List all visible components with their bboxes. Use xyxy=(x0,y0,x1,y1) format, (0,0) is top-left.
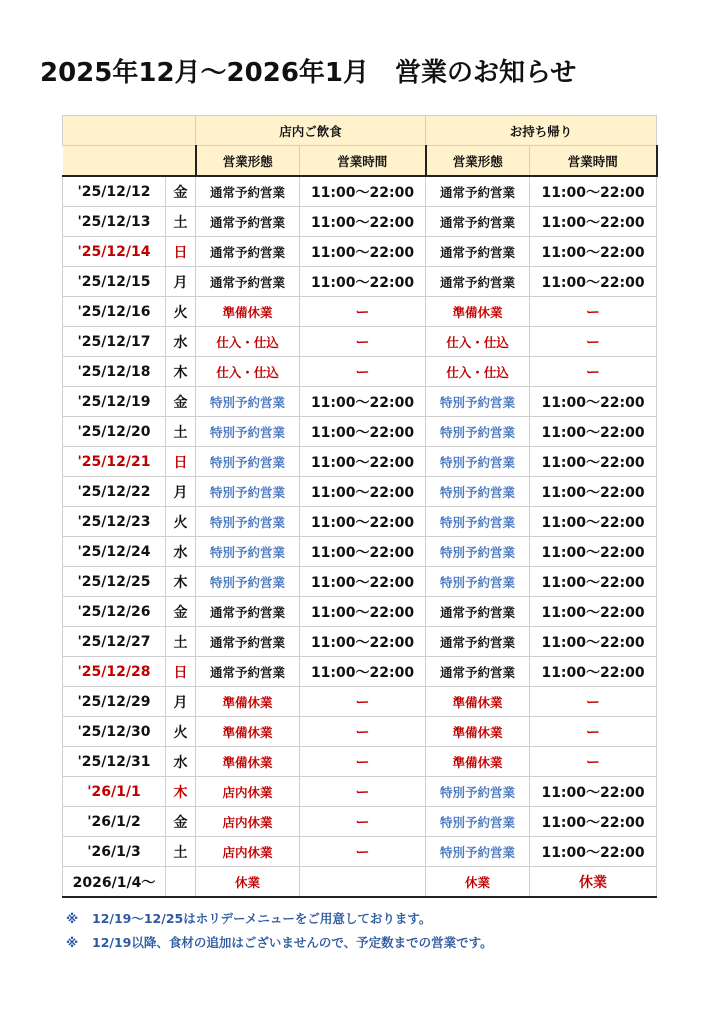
takeout-time-cell: 11:00～22:00 xyxy=(530,597,657,627)
dine-in-time-cell: 11:00～22:00 xyxy=(300,477,426,507)
note-item xyxy=(66,933,686,957)
weekday-cell: 水 xyxy=(166,537,196,567)
date-cell: '25/12/15 xyxy=(63,267,166,297)
weekday-cell: 木 xyxy=(166,777,196,807)
table-row xyxy=(63,867,657,898)
takeout-type-cell: 準備休業 xyxy=(426,297,530,327)
header-blank xyxy=(63,146,196,177)
header-blank xyxy=(63,116,196,146)
date-cell: '25/12/24 xyxy=(63,537,166,567)
takeout-type-cell: 通常予約営業 xyxy=(426,627,530,657)
takeout-type-cell: 通常予約営業 xyxy=(426,237,530,267)
date-cell: '25/12/17 xyxy=(63,327,166,357)
table-row xyxy=(63,777,657,807)
takeout-time-cell: 11:00～22:00 xyxy=(530,567,657,597)
weekday-cell: 木 xyxy=(166,357,196,387)
table-row xyxy=(63,507,657,537)
table-row xyxy=(63,207,657,237)
weekday-cell: 火 xyxy=(166,717,196,747)
takeout-time-cell: 11:00～22:00 xyxy=(530,477,657,507)
takeout-time-cell: 11:00～22:00 xyxy=(530,507,657,537)
header-takeout-type: 営業形態 xyxy=(426,146,530,177)
takeout-time-cell: 11:00～22:00 xyxy=(530,657,657,687)
takeout-time-cell: 11:00～22:00 xyxy=(530,267,657,297)
table-row xyxy=(63,327,657,357)
dine-in-time-cell: 11:00～22:00 xyxy=(300,537,426,567)
weekday-cell: 火 xyxy=(166,507,196,537)
takeout-type-cell: 準備休業 xyxy=(426,717,530,747)
weekday-cell: 日 xyxy=(166,237,196,267)
takeout-time-cell: 11:00～22:00 xyxy=(530,237,657,267)
note-mark: ※ xyxy=(66,911,79,926)
dine-in-time-cell: 11:00～22:00 xyxy=(300,627,426,657)
date-cell: '25/12/12 xyxy=(63,176,166,207)
dine-in-type-cell: 特別予約営業 xyxy=(196,507,300,537)
date-cell: '25/12/14 xyxy=(63,237,166,267)
takeout-time-cell: 11:00～22:00 xyxy=(530,777,657,807)
schedule-table xyxy=(62,115,658,898)
table-row xyxy=(63,237,657,267)
dine-in-type-cell: 特別予約営業 xyxy=(196,447,300,477)
table-row xyxy=(63,747,657,777)
takeout-time-cell: 休業 xyxy=(530,867,657,898)
takeout-type-cell: 準備休業 xyxy=(426,747,530,777)
table-row xyxy=(63,687,657,717)
dine-in-type-cell: 特別予約営業 xyxy=(196,567,300,597)
weekday-cell: 土 xyxy=(166,837,196,867)
takeout-type-cell: 通常予約営業 xyxy=(426,657,530,687)
takeout-time-cell: 11:00～22:00 xyxy=(530,387,657,417)
dine-in-type-cell: 通常予約営業 xyxy=(196,176,300,207)
dine-in-time-cell: ー xyxy=(300,687,426,717)
takeout-type-cell: 仕入・仕込 xyxy=(426,357,530,387)
dine-in-time-cell: ー xyxy=(300,717,426,747)
dine-in-type-cell: 通常予約営業 xyxy=(196,627,300,657)
table-row xyxy=(63,387,657,417)
header-takeout: お持ち帰り xyxy=(426,116,657,146)
takeout-type-cell: 通常予約営業 xyxy=(426,176,530,207)
takeout-time-cell: 11:00～22:00 xyxy=(530,207,657,237)
dine-in-type-cell: 特別予約営業 xyxy=(196,477,300,507)
date-cell: '25/12/13 xyxy=(63,207,166,237)
dine-in-type-cell: 通常予約営業 xyxy=(196,207,300,237)
takeout-time-cell: 11:00～22:00 xyxy=(530,537,657,567)
dine-in-time-cell: 11:00～22:00 xyxy=(300,267,426,297)
takeout-type-cell: 特別予約営業 xyxy=(426,777,530,807)
date-cell: '25/12/20 xyxy=(63,417,166,447)
weekday-cell xyxy=(166,867,196,898)
table-row xyxy=(63,176,657,207)
date-cell: '25/12/16 xyxy=(63,297,166,327)
table-row xyxy=(63,807,657,837)
dine-in-time-cell: ー xyxy=(300,777,426,807)
date-cell: '25/12/31 xyxy=(63,747,166,777)
weekday-cell: 日 xyxy=(166,657,196,687)
dine-in-time-cell: ー xyxy=(300,747,426,777)
takeout-time-cell: ー xyxy=(530,687,657,717)
takeout-type-cell: 通常予約営業 xyxy=(426,597,530,627)
weekday-cell: 木 xyxy=(166,567,196,597)
table-row xyxy=(63,267,657,297)
dine-in-time-cell: ー xyxy=(300,837,426,867)
table-row xyxy=(63,357,657,387)
table-row xyxy=(63,627,657,657)
dine-in-type-cell: 通常予約営業 xyxy=(196,657,300,687)
date-cell: '25/12/22 xyxy=(63,477,166,507)
weekday-cell: 土 xyxy=(166,417,196,447)
dine-in-time-cell: ー xyxy=(300,297,426,327)
weekday-cell: 金 xyxy=(166,176,196,207)
dine-in-type-cell: 店内休業 xyxy=(196,777,300,807)
dine-in-type-cell: 通常予約営業 xyxy=(196,267,300,297)
table-row xyxy=(63,417,657,447)
table-row xyxy=(63,837,657,867)
weekday-cell: 水 xyxy=(166,747,196,777)
table-row xyxy=(63,447,657,477)
date-cell: '25/12/18 xyxy=(63,357,166,387)
weekday-cell: 日 xyxy=(166,447,196,477)
weekday-cell: 金 xyxy=(166,387,196,417)
weekday-cell: 月 xyxy=(166,267,196,297)
takeout-type-cell: 休業 xyxy=(426,867,530,898)
date-cell: '26/1/1 xyxy=(63,777,166,807)
date-cell: '25/12/21 xyxy=(63,447,166,477)
dine-in-time-cell: 11:00～22:00 xyxy=(300,176,426,207)
notes xyxy=(66,909,686,957)
dine-in-type-cell: 準備休業 xyxy=(196,717,300,747)
date-cell: '25/12/29 xyxy=(63,687,166,717)
takeout-type-cell: 特別予約営業 xyxy=(426,507,530,537)
table-row xyxy=(63,297,657,327)
takeout-type-cell: 特別予約営業 xyxy=(426,837,530,867)
takeout-type-cell: 特別予約営業 xyxy=(426,477,530,507)
weekday-cell: 月 xyxy=(166,687,196,717)
dine-in-time-cell: 11:00～22:00 xyxy=(300,417,426,447)
page-title: 2025年12月～2026年1月 営業のお知らせ xyxy=(40,58,577,88)
dine-in-time-cell: 11:00～22:00 xyxy=(300,207,426,237)
note-text: 12/19以降、食材の追加はございませんので、予定数までの営業です。 xyxy=(92,935,493,950)
date-cell: '25/12/27 xyxy=(63,627,166,657)
note-mark: ※ xyxy=(66,935,79,950)
takeout-time-cell: 11:00～22:00 xyxy=(530,176,657,207)
dine-in-type-cell: 通常予約営業 xyxy=(196,597,300,627)
takeout-type-cell: 特別予約営業 xyxy=(426,567,530,597)
dine-in-time-cell: 11:00～22:00 xyxy=(300,237,426,267)
dine-in-time-cell: 11:00～22:00 xyxy=(300,507,426,537)
takeout-type-cell: 通常予約営業 xyxy=(426,267,530,297)
dine-in-type-cell: 通常予約営業 xyxy=(196,237,300,267)
dine-in-type-cell: 特別予約営業 xyxy=(196,387,300,417)
dine-in-time-cell: ー xyxy=(300,807,426,837)
date-cell: '25/12/25 xyxy=(63,567,166,597)
dine-in-time-cell: ー xyxy=(300,357,426,387)
takeout-time-cell: ー xyxy=(530,717,657,747)
dine-in-time-cell: ー xyxy=(300,327,426,357)
header-dine-type: 営業形態 xyxy=(196,146,300,177)
weekday-cell: 土 xyxy=(166,627,196,657)
takeout-time-cell: 11:00～22:00 xyxy=(530,627,657,657)
takeout-type-cell: 特別予約営業 xyxy=(426,387,530,417)
dine-in-type-cell: 準備休業 xyxy=(196,297,300,327)
takeout-time-cell: ー xyxy=(530,747,657,777)
schedule-body xyxy=(63,176,657,897)
takeout-type-cell: 特別予約営業 xyxy=(426,447,530,477)
takeout-time-cell: ー xyxy=(530,357,657,387)
date-cell: 2026/1/4～ xyxy=(63,867,166,898)
weekday-cell: 金 xyxy=(166,597,196,627)
takeout-time-cell: 11:00～22:00 xyxy=(530,417,657,447)
dine-in-type-cell: 準備休業 xyxy=(196,747,300,777)
dine-in-type-cell: 仕入・仕込 xyxy=(196,327,300,357)
date-cell: '26/1/2 xyxy=(63,807,166,837)
takeout-type-cell: 通常予約営業 xyxy=(426,207,530,237)
note-text: 12/19～12/25はホリデーメニューをご用意しております。 xyxy=(92,911,432,926)
header-dine-in: 店内ご飲食 xyxy=(196,116,426,146)
takeout-type-cell: 特別予約営業 xyxy=(426,417,530,447)
dine-in-type-cell: 準備休業 xyxy=(196,687,300,717)
table-row xyxy=(63,477,657,507)
takeout-type-cell: 特別予約営業 xyxy=(426,537,530,567)
takeout-type-cell: 準備休業 xyxy=(426,687,530,717)
takeout-time-cell: 11:00～22:00 xyxy=(530,807,657,837)
date-cell: '25/12/28 xyxy=(63,657,166,687)
takeout-time-cell: ー xyxy=(530,297,657,327)
dine-in-time-cell: 11:00～22:00 xyxy=(300,567,426,597)
takeout-time-cell: ー xyxy=(530,327,657,357)
date-cell: '25/12/23 xyxy=(63,507,166,537)
header-takeout-time: 営業時間 xyxy=(530,146,657,177)
date-cell: '26/1/3 xyxy=(63,837,166,867)
date-cell: '25/12/30 xyxy=(63,717,166,747)
table-row xyxy=(63,537,657,567)
date-cell: '25/12/26 xyxy=(63,597,166,627)
dine-in-time-cell: 11:00～22:00 xyxy=(300,387,426,417)
dine-in-type-cell: 特別予約営業 xyxy=(196,417,300,447)
weekday-cell: 水 xyxy=(166,327,196,357)
dine-in-time-cell: 11:00～22:00 xyxy=(300,447,426,477)
table-row xyxy=(63,657,657,687)
dine-in-type-cell: 休業 xyxy=(196,867,300,898)
dine-in-time-cell xyxy=(300,867,426,898)
takeout-type-cell: 特別予約営業 xyxy=(426,807,530,837)
takeout-time-cell: 11:00～22:00 xyxy=(530,447,657,477)
table-row xyxy=(63,597,657,627)
dine-in-type-cell: 店内休業 xyxy=(196,837,300,867)
weekday-cell: 月 xyxy=(166,477,196,507)
dine-in-type-cell: 店内休業 xyxy=(196,807,300,837)
dine-in-time-cell: 11:00～22:00 xyxy=(300,657,426,687)
dine-in-type-cell: 仕入・仕込 xyxy=(196,357,300,387)
header-dine-time: 営業時間 xyxy=(300,146,426,177)
takeout-time-cell: 11:00～22:00 xyxy=(530,837,657,867)
takeout-type-cell: 仕入・仕込 xyxy=(426,327,530,357)
weekday-cell: 金 xyxy=(166,807,196,837)
date-cell: '25/12/19 xyxy=(63,387,166,417)
dine-in-type-cell: 特別予約営業 xyxy=(196,537,300,567)
weekday-cell: 土 xyxy=(166,207,196,237)
note-item xyxy=(66,909,686,933)
table-row xyxy=(63,717,657,747)
table-row xyxy=(63,567,657,597)
dine-in-time-cell: 11:00～22:00 xyxy=(300,597,426,627)
weekday-cell: 火 xyxy=(166,297,196,327)
